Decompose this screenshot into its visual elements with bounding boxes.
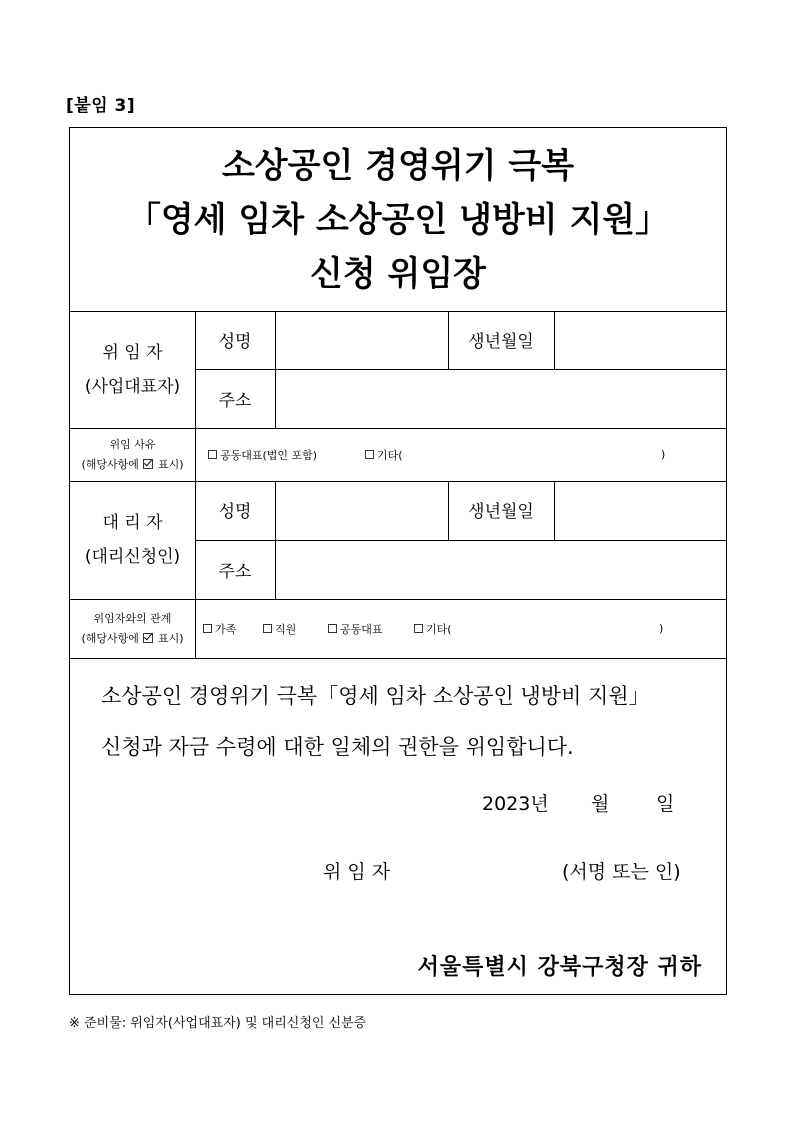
delegator-role-label: 위 임 자 (사업대표자) <box>84 343 181 397</box>
date-month: 월 <box>591 793 610 815</box>
reason-option-joint-rep[interactable]: 공동대표(법인 포함) <box>208 447 365 463</box>
title-line-2: 「영세 임차 소상공인 냉방비 지원」 <box>126 199 670 240</box>
divider <box>70 658 726 659</box>
relation-option-joint-rep[interactable]: 공동대표 <box>328 621 414 637</box>
title-line-3: 신청 위임장 <box>309 253 487 294</box>
delegator-address-label: 주소 <box>218 391 252 411</box>
agent-name-field[interactable] <box>275 481 448 540</box>
form-title <box>70 128 726 312</box>
delegator-name-label: 성명 <box>218 331 252 352</box>
date-day: 일 <box>656 793 675 815</box>
checkbox-icon[interactable] <box>208 450 217 459</box>
reason-label: 위임 사유 (해당사항에 표시) <box>81 437 184 471</box>
agent-name-label: 성명 <box>218 502 252 522</box>
delegator-birth-label: 생년월일 <box>468 331 534 352</box>
checkbox-icon[interactable] <box>414 624 423 633</box>
checkbox-icon[interactable] <box>365 450 374 459</box>
agent-address-field[interactable] <box>275 540 728 599</box>
agent-address-label: 주소 <box>218 562 252 582</box>
statement-line-1: 소상공인 경영위기 극복「영세 임차 소상공인 냉방비 지원」 <box>101 684 650 708</box>
reason-options <box>208 428 728 481</box>
delegator-name-field[interactable] <box>275 312 448 369</box>
attachment-label: [붙임 3] <box>66 96 136 116</box>
addressee: 서울특별시 강북구청장 귀하 <box>417 955 702 980</box>
agent-role-label: 대 리 자 (대리신청인) <box>84 513 181 567</box>
reason-option-other[interactable]: 기타( <box>365 447 661 463</box>
relation-option-other[interactable]: 기타( <box>414 621 659 637</box>
agent-birth-label: 생년월일 <box>468 502 534 522</box>
delegation-form <box>69 127 727 995</box>
signature-note: (서명 또는 인) <box>562 861 681 883</box>
checkmark-box-icon <box>143 459 153 469</box>
checkbox-icon[interactable] <box>263 624 272 633</box>
date-year: 2023년 <box>482 793 549 815</box>
checkbox-icon[interactable] <box>203 624 212 633</box>
relation-options <box>203 599 728 658</box>
relation-label: 위임자와의 관계 (해당사항에 표시) <box>81 611 184 645</box>
title-line-1: 소상공인 경영위기 극복 <box>221 145 575 186</box>
checkmark-box-icon <box>143 633 153 643</box>
reason-close-paren: ) <box>661 448 666 461</box>
statement-line-2: 신청과 자금 수령에 대한 일체의 권한을 위임합니다. <box>101 735 574 759</box>
signature-role: 위 임 자 <box>323 861 391 883</box>
relation-option-family[interactable]: 가족 <box>203 621 263 637</box>
delegator-birth-field[interactable] <box>554 312 728 369</box>
checkbox-icon[interactable] <box>328 624 337 633</box>
footnote: ※ 준비물: 위임자(사업대표자) 및 대리신청인 신분증 <box>69 1016 367 1031</box>
relation-option-employee[interactable]: 직원 <box>263 621 328 637</box>
agent-birth-field[interactable] <box>554 481 728 540</box>
delegator-address-field[interactable] <box>275 369 728 428</box>
relation-close-paren: ) <box>659 622 664 635</box>
